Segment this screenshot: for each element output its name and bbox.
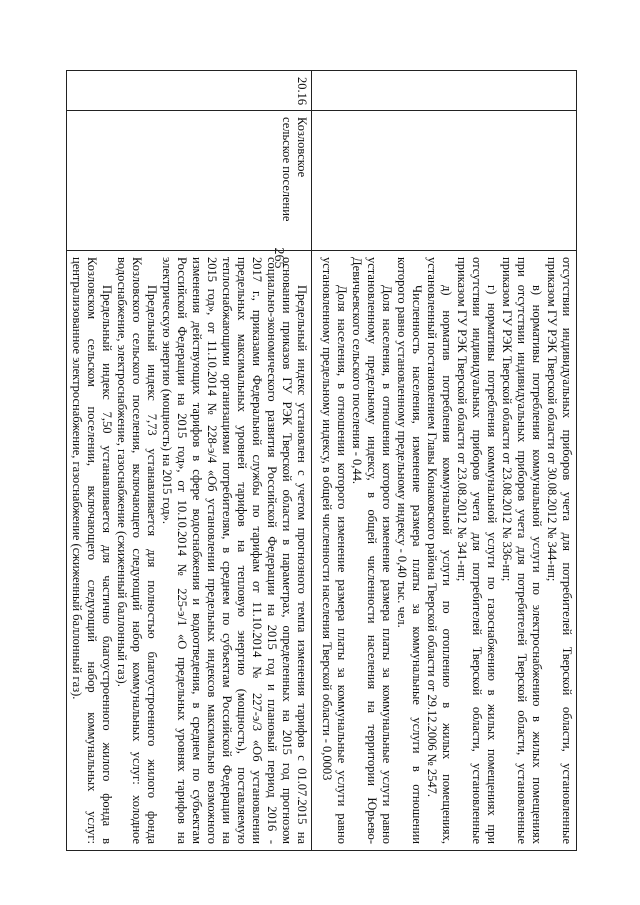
text-line: Предельный индекс 7,73 устанавливается для полностью благоустроенного жилого фонда — [145, 285, 159, 844]
description-cell — [312, 251, 577, 851]
text-line: теплоснабжающими организациями потребителям, в среднем по субъектам Российской Федерации на — [220, 257, 234, 844]
table-row-20-16 — [67, 71, 312, 851]
text-line: отсутствии индивидуальных приборов учета для потребителей Тверской области, установленные — [470, 257, 484, 844]
rotated-page-content — [70, 70, 577, 850]
text-line: приказом ГУ РЭК Тверской области от 23.08.2012 № 341-нп; — [455, 257, 469, 582]
text-line: централизованное электроснабжение, газоснабжение (сжиженный баллонный газ). — [70, 257, 84, 700]
text-line: электрическую энергию (мощность) на 2015 год». — [160, 257, 174, 524]
table-row-continuation — [312, 71, 577, 851]
settlement-name-cell — [312, 111, 577, 251]
row-number-cell — [312, 71, 577, 111]
text-line: Предельный индекс установлен с учетом прогнозного темпа изменения тарифов с 01.07.2015 на — [295, 285, 309, 844]
text-line: установленному предельному индексу, в общей численности населения на территории Юрьево- — [365, 257, 379, 844]
row-number-cell: 20.16 — [67, 71, 312, 111]
page-number: 265 — [271, 247, 286, 269]
text-line: социально-экономического развития Российской Федерации на 2015 год и плановый период 2016 - — [265, 257, 279, 844]
text-line: Численность населения, изменение размера платы за коммунальные услуги в отношении — [410, 285, 424, 844]
text-line: приказом ГУ РЭК Тверской области от 30.08.2012 № 344-нп; — [545, 257, 559, 582]
text-line: в) нормативы потребления коммунальной услуги по электроснабжению в жилых помещениях — [530, 285, 544, 844]
text-line: предельных максимальных уровней тарифов на тепловую энергию (мощность), поставляемую — [235, 257, 249, 844]
text-line: установленный постановлением Главы Конаковского района Тверской области от 29.12.2006 № 2547. — [425, 257, 439, 797]
text-line: Козловском сельском поселении, включающего следующий набор коммунальных услуг: — [85, 257, 99, 844]
text-line: водоснабжение, электроснабжение, газоснабжение (сжиженный баллонный газ). — [115, 257, 129, 687]
text-line: Доля населения, в отношении которого изменение размера платы за коммунальные услуги равно — [380, 285, 394, 844]
text-line: 2017 г., приказами Федеральной службы по тарифам от 11.10.2014 № 227-э/3 «Об установлении — [250, 257, 264, 844]
text-line: Российской Федерации на 2015 год», от 10.10.2014 № 225-э/1 «О предельных уровнях тарифов на — [175, 257, 189, 844]
text-line: 2015 год», от 11.10.2014 № 228-э/4 «Об установлении предельных индексов максимально возможного — [205, 257, 219, 844]
text-line: Доля населения, в отношении которого изменение размера платы за коммунальные услуги равно — [335, 285, 349, 844]
text-line: основании приказов ГУ РЭК Тверской области в параметрах, определенных на 2015 год прогнозом — [280, 257, 294, 844]
text-line: изменения действующих тарифов в сфере водоснабжения и водоотведения, в среднем по субъектам — [190, 257, 204, 844]
text-line: Козловского сельского поселения, включающего следующий набор коммунальных услуг: холодное — [130, 257, 144, 844]
text-line: установленному предельному индексу, в общей численности населения Тверской области - 0,0003 — [320, 257, 334, 781]
text-line: д) норматив потребления коммунальной услуги по отоплению в жилых помещениях, — [440, 285, 454, 844]
tariff-table — [66, 70, 577, 851]
text-line: приказом ГУ РЭК Тверской области от 23.08.2012 № 336-нп; — [500, 257, 514, 582]
settlement-name-line: Козловское — [295, 117, 309, 178]
text-line: Предельный индекс 7,50 устанавливается для частично благоустроенного жилого фонда в — [100, 285, 114, 844]
text-line: Девичьевского сельского поселения - 0,44. — [350, 257, 364, 485]
description-cell — [67, 251, 312, 851]
text-line: г) нормативы потребления коммунальной услуги по газоснабжению в жилых помещениях при — [485, 285, 499, 844]
settlement-name-cell — [67, 111, 312, 251]
text-line: при отсутствии индивидуальных приборов учета для потребителей Тверской области, установленные — [515, 257, 529, 844]
settlement-name-line: сельское поселение — [280, 117, 294, 222]
text-line: отсутствии индивидуальных приборов учета для потребителей Тверской области, установленные — [560, 257, 574, 844]
text-line: которого равно установленному предельному индексу - 0,40 тыс. чел. — [395, 257, 409, 628]
